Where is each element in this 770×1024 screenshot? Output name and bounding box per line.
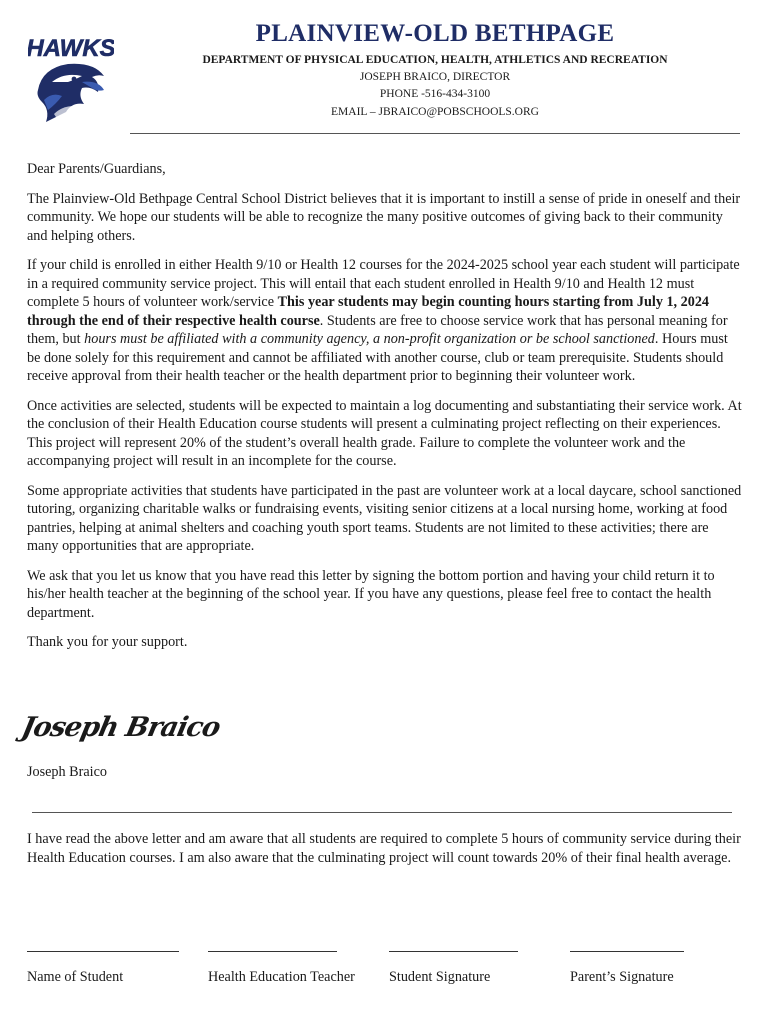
paragraph-2 bbox=[27, 256, 743, 386]
student-signature-label: Student Signature bbox=[389, 969, 491, 985]
email-line: EMAIL – JBRAICO@POBSCHOOLS.ORG bbox=[331, 106, 539, 118]
department-name: DEPARTMENT OF PHYSICAL EDUCATION, HEALTH, ATHLETICS AND RECREATION bbox=[202, 54, 668, 66]
phone-line: PHONE -516-434-3100 bbox=[379, 88, 491, 100]
teacher-label: Health Education Teacher bbox=[208, 969, 355, 985]
tear-off-divider bbox=[32, 812, 732, 813]
logo-wordmark: HAWKS bbox=[28, 35, 114, 62]
paragraph-2-bold: This year students may begin counting hours starting from July 1, 2024 through the end of their respective health course bbox=[27, 294, 710, 329]
director-line: JOSEPH BRAICO, DIRECTOR bbox=[359, 71, 511, 83]
teacher-line[interactable] bbox=[208, 951, 337, 952]
hawks-logo bbox=[28, 30, 114, 126]
paragraph-4: Some appropriate activities that students have participated in the past are volunteer work at a local daycare, school sanctioned tutoring, organizing charitable walks or fundraising events, visiting senior citizens at a local nursing home, working at food pantries, helping at animal shelters and coaching youth sport teams. Students are not limited to these activities; there are many opportunities that are appropriate. bbox=[27, 482, 742, 554]
district-title: PLAINVIEW-OLD BETHPAGE bbox=[255, 20, 615, 47]
paragraph-5: We ask that you let us know that you have read this letter by signing the bottom portion and having your child return it to his/her health teacher at the beginning of the school year. If you have any questions, please feel free to contact the health department. bbox=[27, 567, 715, 621]
header-divider bbox=[130, 133, 740, 134]
paragraph-2-text-a: If your child is enrolled in either Health 9/10 or Health 12 courses for the 2024-2025 school year each student will participate in a required community service project. This will entail that each student enrolled in Health 9/10 and Health 12 must complete 5 hours of volunteer work/service bbox=[27, 257, 740, 310]
paragraph-2-italic: hours must be affiliated with a community agency, a non-profit organization or be school sanctioned bbox=[84, 331, 655, 347]
student-name-label: Name of Student bbox=[27, 969, 124, 985]
paragraph-2-text-b: . Students are free to choose service work that has personal meaning for them, but bbox=[27, 312, 728, 347]
parent-signature-line[interactable] bbox=[570, 951, 684, 952]
letter-body bbox=[27, 160, 743, 663]
paragraph-3: Once activities are selected, students will be expected to maintain a log documenting and substantiating their service work. At the conclusion of their Health Education course students will present a culminating project reflecting on their experiences. This project will represent 20% of the student’s overall health grade. Failure to complete the volunteer work and the accompanying project will result in an incomplete for the course. bbox=[27, 397, 742, 469]
paragraph-2-text-c: . Hours must be done solely for this requirement and cannot be affiliated with another course, club or team prerequisite. Students should receive approval from their health teacher or the health department prior to beginning their volunteer work. bbox=[27, 331, 728, 384]
paragraph-1: The Plainview-Old Bethpage Central School District believes that it is important to instill a sense of pride in oneself and their community. We hope our students will be able to recognize the many positive outcomes of giving back to their community and helping others. bbox=[27, 190, 741, 244]
student-signature-line[interactable] bbox=[389, 951, 518, 952]
closing: Thank you for your support. bbox=[27, 634, 188, 650]
parent-signature-label: Parent’s Signature bbox=[570, 969, 674, 985]
salutation: Dear Parents/Guardians, bbox=[27, 161, 166, 177]
acknowledgement-text: I have read the above letter and am aware that all students are required to complete 5 hours of community service during their Health Education courses. I am also aware that the culminating project will count towards 20% of their final health average. bbox=[27, 831, 741, 866]
signer-name: Joseph Braico bbox=[27, 764, 107, 780]
student-name-line[interactable] bbox=[27, 951, 179, 952]
handwritten-signature: Joseph Braico bbox=[18, 712, 223, 743]
